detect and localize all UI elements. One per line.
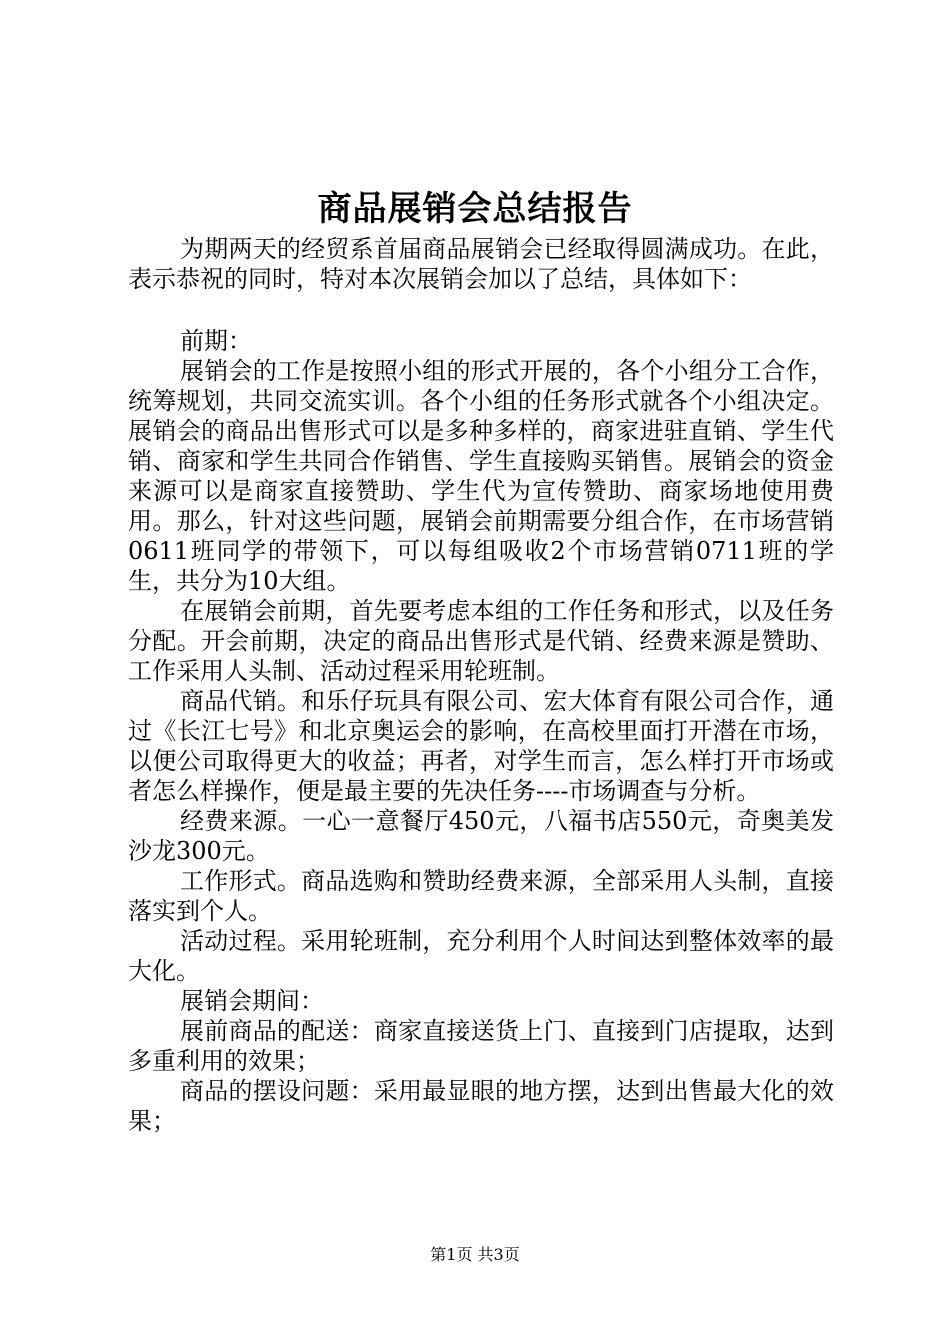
paragraph-delivery: 展前商品的配送：商家直接送货上门、直接到门店提取，达到多重利用的效果；: [128, 1017, 834, 1075]
document-title: 商品展销会总结报告: [317, 189, 633, 229]
paragraph-intro: 为期两天的经贸系首届商品展销会已经取得圆满成功。在此，表示恭祝的同时，特对本次展销会加以了总结，具体如下：: [128, 235, 834, 293]
document-body: [128, 234, 834, 1136]
page-number-footer: 第1页 共3页: [430, 1245, 520, 1264]
section-heading-during: 展销会期间：: [180, 987, 324, 1015]
paragraph-work-form: 工作形式。商品选购和赞助经费来源，全部采用人头制，直接落实到个人。: [128, 867, 834, 925]
paragraph-display: 商品的摆设问题：采用最显眼的地方摆，达到出售最大化的效果；: [128, 1077, 834, 1135]
paragraph-activity-process: 活动过程。采用轮班制，充分利用个人时间达到整体效率的最大化。: [128, 927, 834, 985]
paragraph-organization: 展销会的工作是按照小组的形式开展的，各个小组分工合作，统筹规划，共同交流实训。各个小组的任务形式就各个小组决定。展销会的商品出售形式可以是多种多样的，商家进驻直销、学生代销、商家和学生共同合作销售、学生直接购买销售。展销会的资金来源可以是商家直接赞助、学生代为宣传赞助、商家场地使用费用。那么，针对这些问题，展销会前期需要分组合作，在市场营销0611班同学的带领下，可以每组吸收2个市场营销0711班的学生，共分为10大组。: [128, 357, 834, 595]
section-heading-preparation: 前期：: [180, 327, 252, 355]
paragraph-consignment: 商品代销。和乐仔玩具有限公司、宏大体育有限公司合作，通过《长江七号》和北京奥运会的影响，在高校里面打开潜在市场，以便公司取得更大的收益；再者，对学生而言，怎么样打开市场或者怎么样操作，便是最主要的先决任务----市场调查与分析。: [128, 687, 834, 805]
paragraph-funding: 经费来源。一心一意餐厅450元，八福书店550元，奇奥美发沙龙300元。: [128, 807, 834, 865]
paragraph-early-planning: 在展销会前期，首先要考虑本组的工作任务和形式，以及任务分配。开会前期，决定的商品出售形式是代销、经费来源是赞助、工作采用人头制、活动过程采用轮班制。: [128, 597, 834, 685]
